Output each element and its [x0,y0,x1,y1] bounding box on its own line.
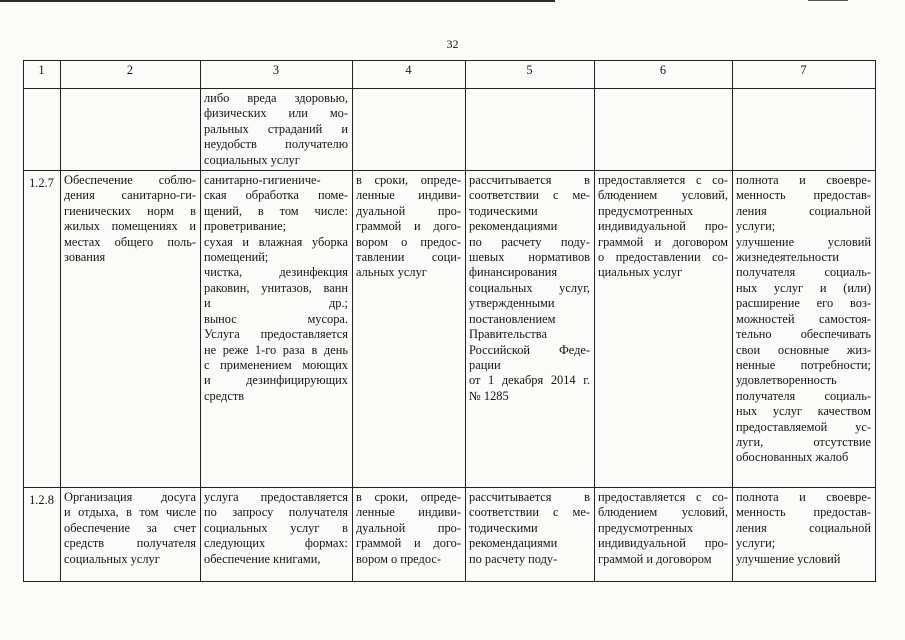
header-col-5: 5 [466,61,595,89]
service-terms [353,171,466,488]
cell-line: Правительства [469,327,547,342]
cell-line: граммой и дого- [356,219,461,234]
cell-line: индивидуальной про- [598,219,728,234]
cell-line: ленные индиви- [356,505,461,520]
cell-line: гиенических норм в [64,203,196,218]
cell-line: Обеспечение соблю- [64,173,196,188]
cell-empty [24,89,61,171]
cell-line: свои основные жиз- [736,342,871,357]
cell-empty [61,89,201,171]
cell-line: утвержденными [469,296,555,311]
cell-line: услуги; [736,536,776,551]
cell-line: жизнедеятельности [736,250,839,265]
cell-line: обеспечение за счет [64,520,196,535]
cell-line: расширение его воз- [736,296,871,311]
header-col-2: 2 [61,61,201,89]
cell-line: следующих формах: [204,536,348,551]
cell-line: обоснованных жалоб [736,450,849,465]
cell-line: с применением моющих [204,357,348,372]
service-content [201,171,353,488]
cell-line: № 1285 [469,388,509,403]
cell-line: Услуга предоставляется [204,327,348,342]
cell-line: услуги; [736,219,776,234]
cell-line: вором о предос- [356,234,461,249]
cell-line: сухая и влажная уборка [204,234,348,249]
header-col-1: 1 [24,61,61,89]
cell-line: получателя социаль- [736,388,871,403]
service-indicators [733,488,876,582]
cell-line: неудобств получателю [204,137,348,152]
cell-line: услуга предоставляется [204,490,348,505]
cell-line: ных услуг качеством [736,404,871,419]
services-table [23,60,876,582]
cell-line: вынос мусора. [204,311,348,326]
cell-line: от 1 декабря 2014 г. [469,373,590,388]
header-col-7: 7 [733,61,876,89]
header-col-6: 6 [595,61,733,89]
cell-line: улучшение условий [736,551,841,566]
cell-line: улучшение условий [736,234,871,249]
cell-line: тельно обеспечивать [736,327,871,342]
cell-line: граммой и договором [598,551,712,566]
cell-line: удовлетворенность [736,373,837,388]
header-col-3: 3 [201,61,353,89]
cell-line: раковин, унитазов, ванн [204,280,348,295]
row-number: 1.2.8 [24,488,61,582]
cell-line: индивидуальной про- [598,536,728,551]
cell-line: зования [64,250,106,265]
service-conditions [595,171,733,488]
cell-line: альных услуг [356,265,427,280]
corner-mark [808,0,848,1]
table-row [24,171,876,488]
cell-line: по расчету поду- [469,234,590,249]
cell-line: дения санитарно-ги- [64,188,196,203]
cell-line: не реже 1-го раза в день [204,342,348,357]
cell-line: ных услуг и (или) [736,280,871,295]
cell-line: тодическими [469,520,538,535]
cell-line: блюдением условий, [598,188,728,203]
cell-line: средств [204,388,245,403]
cell-empty [466,89,595,171]
cell-line: соответствии с ме- [469,505,590,520]
service-conditions [595,488,733,582]
cell-line: рассчитывается в [469,173,590,188]
cell-empty [733,89,876,171]
cell-line: ская обработка поме- [204,188,348,203]
cell-line: средств получателя [64,536,196,551]
page-number: 32 [446,37,459,51]
cell-line: дуальной про- [356,520,461,535]
cell-line: о предоставлении со- [598,250,728,265]
cell-line: вором о предос- [356,551,441,566]
cell-empty [353,89,466,171]
cell-line: предоставляемой ус- [736,419,871,434]
cell-line: тавлении соци- [356,250,461,265]
cell-line: щений, в том числе: [204,203,348,218]
cell-line: и др.; [204,296,348,311]
cell-line: местах общего поль- [64,234,196,249]
cell-line: дуальной про- [356,203,461,218]
cell-line: граммой и дого- [356,536,461,551]
cell-line: по расчету поду- [469,551,558,566]
cell-line: либо вреда здоровью, [204,91,348,105]
table-row [24,488,876,582]
cell-line: менность предостав- [736,505,871,520]
cell-line: физических или мо- [204,106,348,121]
cell-line: санитарно-гигиениче- [204,173,321,188]
cell-line: предоставляется с со- [598,490,728,505]
cell-line: Российской Феде- [469,342,590,357]
cell-line: рекомендациями [469,536,558,551]
cell-line: луги, отсутствие [736,434,871,449]
table-row-continuation [24,89,876,171]
cell-line: менность предостав- [736,188,871,203]
cell-line: в сроки, опреде- [356,173,461,188]
cell-line: предусмотренных [598,203,694,218]
cell-line: граммой и договором [598,234,728,249]
cell-line: обеспечение книгами, [204,551,321,566]
cell-line: получателя социаль- [736,265,871,280]
cell-line: блюдением условий, [598,505,728,520]
cell-line: жилых помещениях и [64,219,196,234]
cell-line: полнота и своевре- [736,173,871,188]
service-name [61,171,201,488]
cell-line: социальных услуг [204,152,300,167]
cell-line: рассчитывается в [469,490,590,505]
cell-line: Организация досуга [64,490,196,505]
cell-line: тодическими [469,203,538,218]
page-top-rule [0,0,555,2]
service-tariff [466,488,595,582]
cell-line: помещений; [204,250,269,265]
cell-line: и дезинфицирующих [204,373,348,388]
cell-line: ления социальной [736,520,871,535]
cell-line: проветривание; [204,219,287,234]
cell-line: социальных услуг в [204,520,348,535]
cell-line: ненные потребности; [736,357,871,372]
cell-line: шевых нормативов [469,250,590,265]
cell-line: можностей самостоя- [736,311,871,326]
cell-line: предоставляется с со- [598,173,728,188]
header-row [24,61,876,89]
cell-line: рекомендациями [469,219,558,234]
cell-line: постановлением [469,311,556,326]
service-indicators [733,171,876,488]
row-number: 1.2.7 [24,171,61,488]
header-col-4: 4 [353,61,466,89]
cell-line: ленные индиви- [356,188,461,203]
cell-line: полнота и своевре- [736,490,871,505]
cell-line: и отдыха, в том числе [64,505,196,520]
cell-line: предусмотренных [598,520,694,535]
cell-empty [595,89,733,171]
service-name [61,488,201,582]
service-content [201,488,353,582]
cell-line: финансирования [469,265,558,280]
cell-line: чистка, дезинфекция [204,265,348,280]
cell-line: социальных услуг [64,551,160,566]
service-tariff [466,171,595,488]
service-terms [353,488,466,582]
cell-line: ральных страданий и [204,121,348,136]
cell-line: рации [469,357,501,372]
cell-line: социальных услуг, [469,280,590,295]
cell-line: в сроки, опреде- [356,490,461,505]
cell-line: соответствии с ме- [469,188,590,203]
cell-line: циальных услуг [598,265,683,280]
cell-line: ления социальной [736,203,871,218]
cell-continuation-text [201,89,353,171]
cell-line: по запросу получателя [204,505,348,520]
